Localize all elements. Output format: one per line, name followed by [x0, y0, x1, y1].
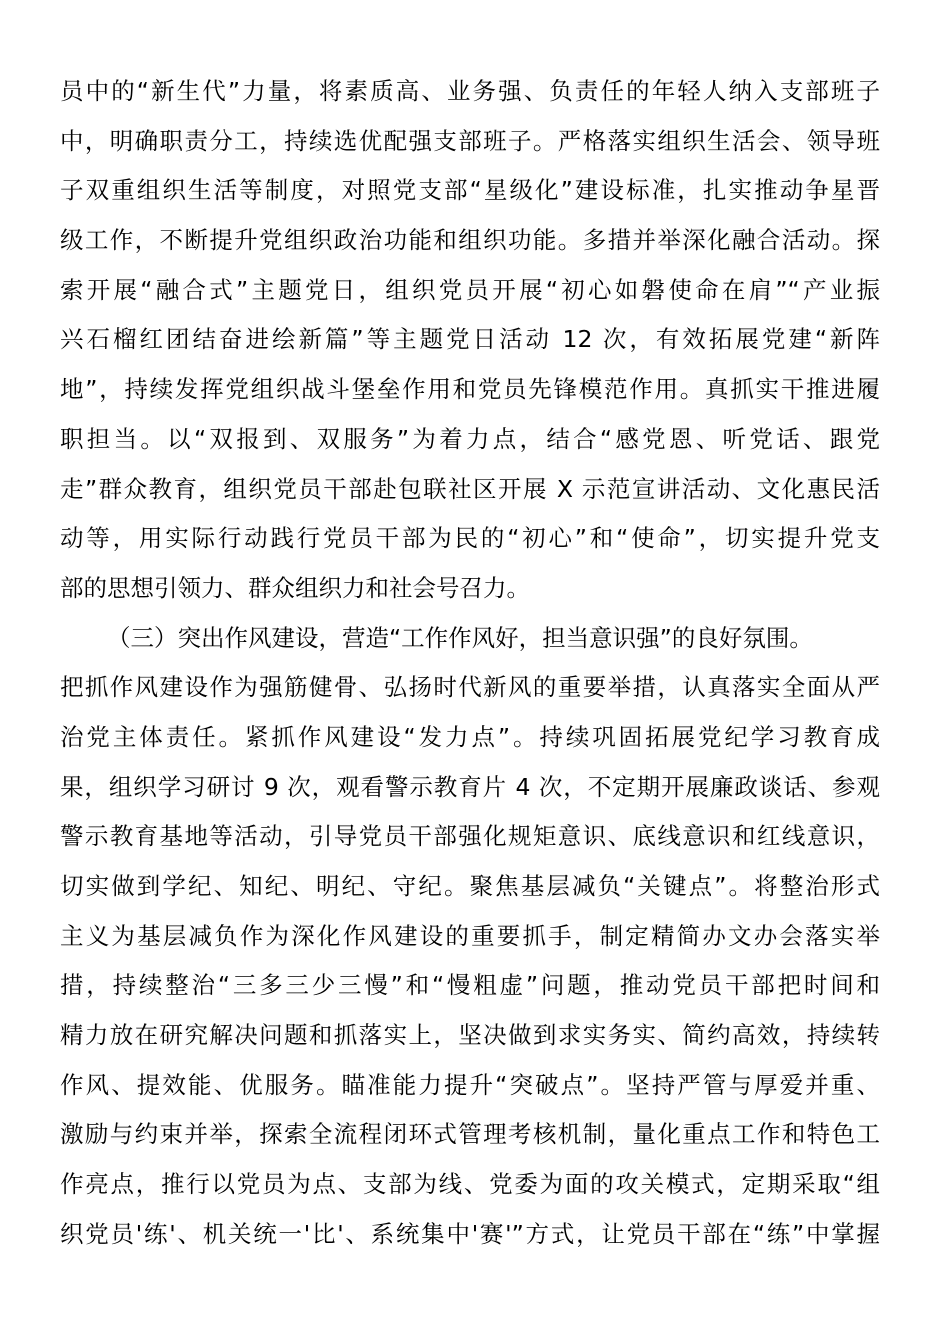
text-line: 职担当。以“双报到、双服务”为着力点，结合“感党恩、听党话、跟党	[60, 424, 880, 453]
text-line: 地”，持续发挥党组织战斗堡垒作用和党员先锋模范作用。真抓实干推进履	[60, 375, 880, 404]
text-line: 子双重组织生活等制度，对照党支部“星级化”建设标准，扎实推动争星晋	[60, 176, 880, 205]
text-line: 精力放在研究解决问题和抓落实上，坚决做到求实务实、简约高效，持续转	[60, 1021, 880, 1050]
text-line: 果，组织学习研讨 9 次，观看警示教育片 4 次，不定期开展廉政谈话、参观	[60, 772, 880, 801]
text-line: 作亮点，推行以党员为点、支部为线、党委为面的攻关模式，定期采取“组	[60, 1170, 880, 1199]
document-body	[60, 67, 880, 1260]
text-line: 织党员'练'、机关统一'比'、系统集中'赛'”方式，让党员干部在“练”中掌握	[60, 1219, 880, 1248]
paragraph-end-line: 部的思想引领力、群众组织力和社会号召力。	[60, 573, 530, 602]
text-line: 兴石榴红团结奋进绘新篇”等主题党日活动 12 次，有效拓展党建“新阵	[60, 325, 880, 354]
text-line: 中，明确职责分工，持续选优配强支部班子。严格落实组织生活会、领导班	[60, 126, 880, 155]
text-line: 走”群众教育，组织党员干部赴包联社区开展 X 示范宣讲活动、文化惠民活	[60, 474, 880, 503]
text-line: 员中的“新生代”力量，将素质高、业务强、负责任的年轻人纳入支部班子	[60, 77, 880, 105]
text-line: 把抓作风建设作为强筋健骨、弘扬时代新风的重要举措，认真落实全面从严	[60, 673, 880, 702]
text-line: 措，持续整治“三多三少三慢”和“慢粗虚”问题，推动党员干部把时间和	[60, 971, 880, 1000]
text-line: 作风、提效能、优服务。瞄准能力提升“突破点”。坚持严管与厚爱并重、	[60, 1070, 880, 1099]
text-line: 激励与约束并举，探索全流程闭环式管理考核机制，量化重点工作和特色工	[60, 1120, 880, 1149]
text-line: 级工作，不断提升党组织政治功能和组织功能。多措并举深化融合活动。探	[60, 226, 880, 255]
text-line: 索开展“融合式”主题党日，组织党员开展“初心如磐使命在肩”“产业振	[60, 275, 880, 304]
section-heading: （三）突出作风建设，营造“工作作风好，担当意识强”的良好氛围。	[107, 623, 813, 652]
text-line: 警示教育基地等活动，引导党员干部强化规矩意识、底线意识和红线意识，	[60, 822, 880, 851]
text-line: 切实做到学纪、知纪、明纪、守纪。聚焦基层减负“关键点”。将整治形式	[60, 872, 880, 900]
text-line: 动等，用实际行动践行党员干部为民的“初心”和“使命”，切实提升党支	[60, 524, 880, 553]
text-line: 主义为基层减负作为深化作风建设的重要抓手，制定精简办文办会落实举	[60, 921, 880, 950]
text-line: 治党主体责任。紧抓作风建设“发力点”。持续巩固拓展党纪学习教育成	[60, 722, 880, 751]
